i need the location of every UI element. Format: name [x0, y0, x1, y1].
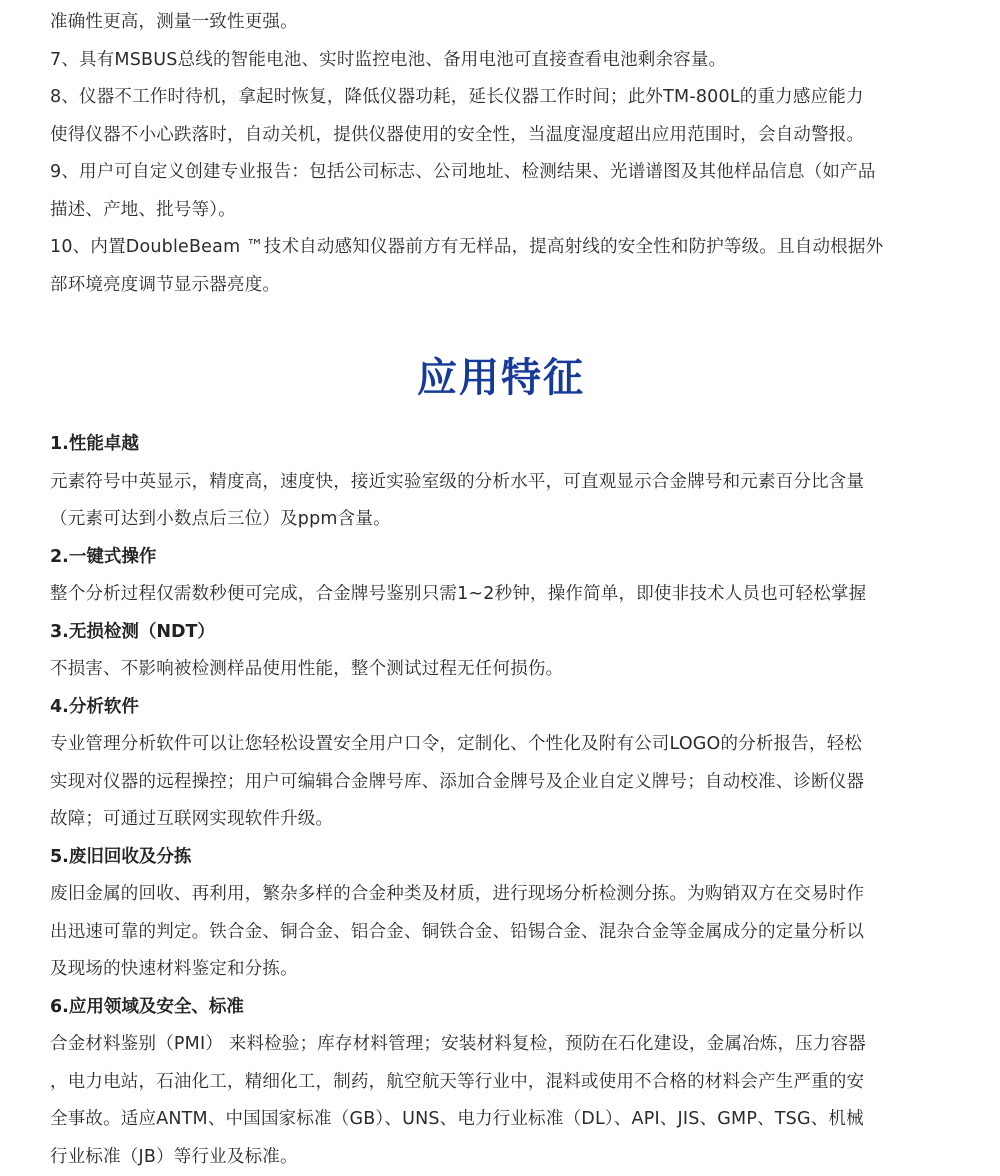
feature-performance: [50, 426, 952, 539]
feature-text-line: 整个分析过程仅需数秒便可完成，合金牌号鉴别只需1~2秒钟，操作简单，即使非技术人员也可轻松掌握: [50, 576, 952, 614]
feature-text-line: 及现场的快速材料鉴定和分拣。: [50, 951, 952, 989]
feature-heading: 2.一键式操作: [50, 539, 952, 577]
feature-heading: 1.性能卓越: [50, 426, 952, 464]
intro-line: 描述、产地、批号等）。: [50, 192, 952, 230]
feature-text-line: ，电力电站，石油化工，精细化工，制药，航空航天等行业中，混料或使用不合格的材料会产生严重的安: [50, 1064, 952, 1102]
feature-analysis-software: [50, 689, 952, 839]
intro-line: 部环境亮度调节显示器亮度。: [50, 267, 952, 305]
feature-heading: 5.废旧回收及分拣: [50, 839, 952, 877]
intro-line: 使得仪器不小心跌落时，自动关机，提供仪器使用的安全性，当温度湿度超出应用范围时，会自动警报。: [50, 117, 952, 155]
feature-text-line: 专业管理分析软件可以让您轻松设置安全用户口令，定制化、个性化及附有公司LOGO的分析报告，轻松: [50, 726, 952, 764]
intro-line: 9、用户可自定义创建专业报告：包括公司标志、公司地址、检测结果、光谱谱图及其他样品信息（如产品: [50, 154, 952, 192]
features-list: [50, 426, 952, 1176]
feature-text-line: 不损害、不影响被检测样品使用性能，整个测试过程无任何损伤。: [50, 651, 952, 689]
feature-one-key-operation: [50, 539, 952, 614]
feature-text-line: 故障；可通过互联网实现软件升级。: [50, 801, 952, 839]
feature-ndt: [50, 614, 952, 689]
feature-text-line: （元素可达到小数点后三位）及ppm含量。: [50, 501, 952, 539]
intro-line: 10、内置DoubleBeam ™技术自动感知仪器前方有无样品，提高射线的安全性和防护等级。且自动根据外: [50, 229, 952, 267]
intro-line: 7、具有MSBUS总线的智能电池、实时监控电池、备用电池可直接查看电池剩余容量。: [50, 42, 952, 80]
feature-applications-standards: [50, 989, 952, 1176]
feature-recycling-sorting: [50, 839, 952, 989]
feature-text-line: 出迅速可靠的判定。铁合金、铜合金、铝合金、铜铁合金、铅锡合金、混杂合金等金属成分的定量分析以: [50, 914, 952, 952]
feature-text-line: 实现对仪器的远程操控；用户可编辑合金牌号库、添加合金牌号及企业自定义牌号；自动校准、诊断仪器: [50, 764, 952, 802]
feature-heading: 3.无损检测（NDT）: [50, 614, 952, 652]
feature-text-line: 全事故。适应ANTM、中国国家标准（GB）、UNS、电力行业标准（DL）、API、JIS、GMP、TSG、机械: [50, 1101, 952, 1139]
feature-text-line: 元素符号中英显示，精度高，速度快，接近实验室级的分析水平，可直观显示合金牌号和元素百分比含量: [50, 464, 952, 502]
intro-text-block: [50, 0, 952, 304]
feature-text-line: 废旧金属的回收、再利用，繁杂多样的合金种类及材质，进行现场分析检测分拣。为购销双方在交易时作: [50, 876, 952, 914]
feature-text-line: 合金材料鉴别（PMI） 来料检验；库存材料管理；安装材料复检，预防在石化建设，金属冶炼，压力容器: [50, 1026, 952, 1064]
intro-line: 8、仪器不工作时待机，拿起时恢复，降低仪器功耗，延长仪器工作时间；此外TM-800L的重力感应能力: [50, 79, 952, 117]
feature-heading: 6.应用领域及安全、标准: [50, 989, 952, 1027]
feature-text-line: 行业标准（JB）等行业及标准。: [50, 1139, 952, 1176]
feature-heading: 4.分析软件: [50, 689, 952, 727]
section-title: 应用特征: [50, 350, 952, 406]
intro-line: 准确性更高，测量一致性更强。: [50, 4, 952, 42]
